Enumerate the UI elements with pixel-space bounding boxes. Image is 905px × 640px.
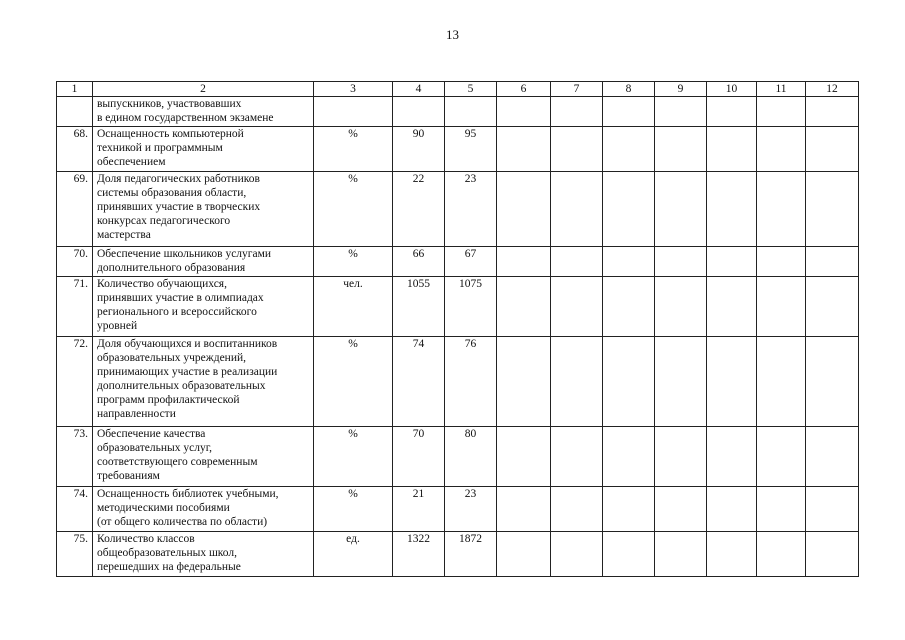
- empty-cell-col6: [497, 97, 551, 127]
- empty-cell-col8: [603, 127, 655, 172]
- unit-cell: ед.: [314, 532, 393, 577]
- table-row: [57, 532, 859, 577]
- empty-cell-col8: [603, 487, 655, 532]
- table-row: [57, 97, 859, 127]
- empty-cell-col12: [806, 172, 859, 247]
- row-number: 70.: [57, 247, 93, 277]
- indicator-description: выпускников, участвовавших в едином государственном экзамене: [93, 97, 314, 127]
- unit-cell: [314, 97, 393, 127]
- value-col5: 23: [445, 487, 497, 532]
- empty-cell-col9: [655, 127, 707, 172]
- table-row: [57, 337, 859, 427]
- row-number: 75.: [57, 532, 93, 577]
- empty-cell-col11: [757, 97, 806, 127]
- row-number: 73.: [57, 427, 93, 487]
- empty-cell-col11: [757, 277, 806, 337]
- empty-cell-col6: [497, 277, 551, 337]
- value-col5: 23: [445, 172, 497, 247]
- empty-cell-col11: [757, 247, 806, 277]
- empty-cell-col6: [497, 532, 551, 577]
- header-cell: 7: [551, 82, 603, 97]
- empty-cell-col10: [707, 277, 757, 337]
- unit-cell: чел.: [314, 277, 393, 337]
- header-cell: 1: [57, 82, 93, 97]
- empty-cell-col10: [707, 172, 757, 247]
- empty-cell-col11: [757, 127, 806, 172]
- indicator-description: Количество обучающихся, принявших участие в олимпиадах регионального и всероссийского уровней: [93, 277, 314, 337]
- header-cell: 10: [707, 82, 757, 97]
- empty-cell-col10: [707, 247, 757, 277]
- indicator-description: Доля педагогических работников системы образования области, принявших участие в творческих конкурсах педагогического мастерства: [93, 172, 314, 247]
- table-row: [57, 247, 859, 277]
- empty-cell-col8: [603, 247, 655, 277]
- header-cell: 4: [393, 82, 445, 97]
- value-col4: 1322: [393, 532, 445, 577]
- empty-cell-col7: [551, 97, 603, 127]
- header-cell: 5: [445, 82, 497, 97]
- value-col5: 95: [445, 127, 497, 172]
- value-col4: [393, 97, 445, 127]
- empty-cell-col8: [603, 337, 655, 427]
- empty-cell-col11: [757, 532, 806, 577]
- empty-cell-col12: [806, 277, 859, 337]
- indicator-description: Обеспечение качества образовательных услуг, соответствующего современным требованиям: [93, 427, 314, 487]
- empty-cell-col6: [497, 337, 551, 427]
- indicator-description: Оснащенность компьютерной техникой и программным обеспечением: [93, 127, 314, 172]
- header-cell: 2: [93, 82, 314, 97]
- empty-cell-col8: [603, 172, 655, 247]
- empty-cell-col9: [655, 247, 707, 277]
- indicators-table: [56, 81, 859, 577]
- empty-cell-col7: [551, 127, 603, 172]
- value-col5: 1872: [445, 532, 497, 577]
- empty-cell-col12: [806, 337, 859, 427]
- empty-cell-col7: [551, 487, 603, 532]
- empty-cell-col12: [806, 127, 859, 172]
- value-col4: 21: [393, 487, 445, 532]
- row-number: 74.: [57, 487, 93, 532]
- empty-cell-col11: [757, 427, 806, 487]
- empty-cell-col6: [497, 127, 551, 172]
- header-cell: 12: [806, 82, 859, 97]
- row-number: [57, 97, 93, 127]
- empty-cell-col9: [655, 277, 707, 337]
- empty-cell-col10: [707, 97, 757, 127]
- page-number: 13: [446, 27, 459, 42]
- empty-cell-col9: [655, 172, 707, 247]
- value-col4: 1055: [393, 277, 445, 337]
- unit-cell: %: [314, 247, 393, 277]
- table-row: [57, 487, 859, 532]
- table-row: [57, 127, 859, 172]
- table-row: [57, 172, 859, 247]
- empty-cell-col10: [707, 127, 757, 172]
- empty-cell-col12: [806, 532, 859, 577]
- header-cell: 3: [314, 82, 393, 97]
- empty-cell-col12: [806, 427, 859, 487]
- empty-cell-col8: [603, 97, 655, 127]
- empty-cell-col9: [655, 532, 707, 577]
- empty-cell-col11: [757, 337, 806, 427]
- empty-cell-col6: [497, 427, 551, 487]
- empty-cell-col11: [757, 172, 806, 247]
- indicator-description: Оснащенность библиотек учебными, методическими пособиями (от общего количества по области): [93, 487, 314, 532]
- table-row: [57, 277, 859, 337]
- header-cell: 6: [497, 82, 551, 97]
- value-col4: 90: [393, 127, 445, 172]
- empty-cell-col6: [497, 247, 551, 277]
- unit-cell: %: [314, 172, 393, 247]
- header-cell: 9: [655, 82, 707, 97]
- value-col5: [445, 97, 497, 127]
- header-cell: 11: [757, 82, 806, 97]
- empty-cell-col10: [707, 337, 757, 427]
- empty-cell-col12: [806, 487, 859, 532]
- empty-cell-col7: [551, 532, 603, 577]
- indicator-description: Доля обучающихся и воспитанников образовательных учреждений, принимающих участие в реализации дополнительных образовательных программ профилактической направленности: [93, 337, 314, 427]
- header-cell: 8: [603, 82, 655, 97]
- row-number: 71.: [57, 277, 93, 337]
- table-row: [57, 427, 859, 487]
- empty-cell-col9: [655, 487, 707, 532]
- empty-cell-col10: [707, 487, 757, 532]
- unit-cell: %: [314, 427, 393, 487]
- empty-cell-col10: [707, 427, 757, 487]
- empty-cell-col6: [497, 487, 551, 532]
- empty-cell-col9: [655, 337, 707, 427]
- unit-cell: %: [314, 127, 393, 172]
- empty-cell-col7: [551, 337, 603, 427]
- empty-cell-col7: [551, 172, 603, 247]
- empty-cell-col10: [707, 532, 757, 577]
- unit-cell: %: [314, 487, 393, 532]
- value-col4: 74: [393, 337, 445, 427]
- empty-cell-col8: [603, 277, 655, 337]
- empty-cell-col11: [757, 487, 806, 532]
- empty-cell-col7: [551, 277, 603, 337]
- empty-cell-col8: [603, 532, 655, 577]
- empty-cell-col12: [806, 247, 859, 277]
- empty-cell-col12: [806, 97, 859, 127]
- empty-cell-col9: [655, 427, 707, 487]
- value-col5: 76: [445, 337, 497, 427]
- row-number: 69.: [57, 172, 93, 247]
- value-col5: 80: [445, 427, 497, 487]
- row-number: 68.: [57, 127, 93, 172]
- value-col5: 1075: [445, 277, 497, 337]
- indicator-description: Обеспечение школьников услугами дополнительного образования: [93, 247, 314, 277]
- value-col4: 70: [393, 427, 445, 487]
- empty-cell-col9: [655, 97, 707, 127]
- empty-cell-col7: [551, 427, 603, 487]
- header-row: [57, 82, 859, 97]
- empty-cell-col7: [551, 247, 603, 277]
- empty-cell-col6: [497, 172, 551, 247]
- indicator-description: Количество классов общеобразовательных школ, перешедших на федеральные: [93, 532, 314, 577]
- value-col4: 22: [393, 172, 445, 247]
- empty-cell-col8: [603, 427, 655, 487]
- row-number: 72.: [57, 337, 93, 427]
- value-col4: 66: [393, 247, 445, 277]
- unit-cell: %: [314, 337, 393, 427]
- value-col5: 67: [445, 247, 497, 277]
